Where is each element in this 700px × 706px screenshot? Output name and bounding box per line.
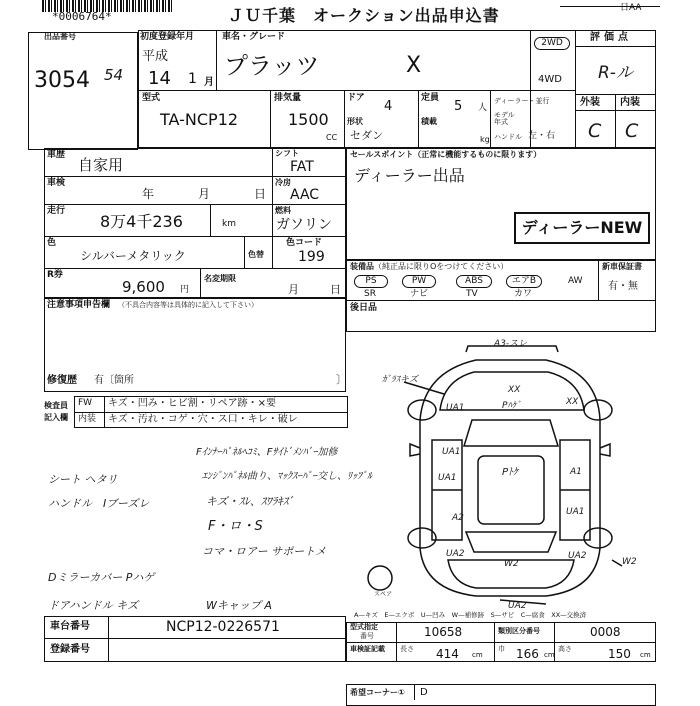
score-ext-label: 外装 (580, 97, 600, 108)
shift-label: シフト (275, 149, 299, 158)
shift-value: FAT (290, 159, 314, 175)
drive-4wd: 4WD (538, 74, 562, 85)
car-name-label: 車名・グレード (222, 32, 286, 42)
note-5: キズ・ｽﾚ、ｽﾜﾗｷｽﾞ (206, 495, 294, 508)
cap-unit: 人 (478, 103, 488, 113)
score-int: C (625, 120, 639, 142)
repair-value: 有〔箇所 (94, 375, 134, 386)
body-value: セダン (350, 129, 384, 142)
body-label: 形状 (347, 117, 363, 126)
color-code-label: 色コード (286, 238, 323, 248)
mark-ua2-a: UA2 (446, 549, 465, 559)
model-value: TA-NCP12 (160, 110, 239, 129)
spare-label: スペア (374, 591, 393, 598)
mark-a1: A1 (570, 467, 582, 477)
name-change-day: 日 (330, 283, 341, 296)
cap-value: 5 (454, 99, 463, 114)
load-unit: kg (480, 135, 490, 144)
inspector-fw: FW (78, 398, 93, 408)
height-unit: cm (640, 651, 651, 659)
model-year-label: モデル 年式 (494, 111, 515, 126)
new-car-value: 有・無 (608, 281, 638, 292)
inspector-label-2: 記入欄 (44, 413, 68, 422)
mileage-label: 走行 (47, 206, 66, 216)
equipment-note: （純正品に限りOをつけてください） (374, 262, 509, 271)
car-grade: X (406, 53, 422, 78)
mark-w2-a: W2 (504, 559, 519, 569)
mark-paint: Pﾊｹﾞ (502, 401, 521, 411)
sales-point-text: ディーラー出品 (354, 166, 465, 185)
load-label: 積載 (421, 117, 437, 126)
recycle-label: R券 (47, 270, 63, 280)
dealer-label: ディーラー・並行 (494, 97, 550, 105)
length-unit: cm (472, 651, 483, 659)
chassis-label: 車台番号 (50, 621, 90, 632)
width-value: 166 (516, 647, 539, 661)
equip-aw: AW (568, 276, 583, 286)
mark-ua2-b: UA2 (568, 551, 587, 561)
chassis-value: NCP12-0226571 (166, 619, 280, 635)
caution-label: 注意事項申告欄 (47, 300, 111, 310)
repair-label: 修復歴 (47, 375, 77, 386)
score-value: R-ル (598, 63, 633, 83)
reg-month-unit: 月 (204, 77, 214, 88)
new-car-label: 新車保証書 (602, 262, 642, 271)
note-10: Wキャップ A (206, 599, 272, 612)
mark-ua1-a: UA1 (446, 403, 465, 413)
corner-value: D (420, 687, 428, 698)
mark-xx-1: XX (508, 385, 521, 395)
name-change-month: 月 (288, 283, 299, 296)
lot-hand-mark: 54 (104, 66, 124, 84)
width-unit: cm (544, 651, 555, 659)
disp-value: 1500 (288, 110, 329, 129)
length-value: 414 (436, 647, 459, 661)
inspector-int: 内装 (78, 414, 97, 424)
color-change-label: 色替 (248, 250, 264, 259)
score-int-label: 内装 (620, 97, 640, 108)
type-spec-sub: 番号 (360, 632, 374, 640)
corner-label: 希望コーナー① (350, 688, 405, 697)
inspector-int-items: キズ・汚れ・コゲ・穴・ス口・キレ・破レ (108, 414, 298, 425)
mileage-value: 8万4千236 (100, 212, 183, 231)
mark-a2: A2 (452, 513, 464, 523)
length-label: 長さ (400, 645, 414, 653)
handle-label: ハンドル (494, 133, 522, 141)
caution-note: （不具合内容等は具体的に記入して下さい） (118, 301, 258, 309)
rear-label: 後日品 (350, 303, 378, 313)
reg-year: 14 (148, 68, 171, 89)
doors-label: ドア (347, 93, 365, 103)
mark-ua1-b: UA1 (442, 447, 461, 457)
inspection-label: 車検 (47, 178, 66, 188)
mark-ua1-c: UA1 (438, 473, 457, 483)
mark-ua2-c: UA2 (508, 601, 527, 611)
category-label: 類別区分番号 (498, 627, 540, 635)
reg-era: 平成 (142, 49, 169, 64)
lot-label: 出品番号 (44, 32, 76, 41)
handle-options: 左・右 (528, 131, 556, 141)
note-2: ｴﾝｼﾞﾝﾊﾟﾈﾙ曲り、ﾏｯｸｽｰﾊﾟｰ交し、ﾘｯﾌﾟﾙ (202, 471, 372, 482)
sales-point-label: セールスポイント（正常に機能するものに限ります） (350, 150, 542, 159)
color-label: 色 (47, 238, 57, 248)
history-value: 自家用 (78, 156, 124, 174)
equip-airbag: エアB (506, 275, 542, 288)
score-label: 評価点 (590, 32, 632, 43)
dealer-new-stamp-text: ディーラーNEW (521, 218, 643, 237)
mark-glass: ｶﾞﾗｽキズ (382, 375, 418, 385)
note-7: コマ・ロアー サポートメ (202, 545, 327, 558)
mark-top: A3-スレ (494, 339, 528, 349)
equip-pw: PW (402, 275, 436, 288)
header-rule (560, 6, 660, 7)
category-value: 0008 (590, 625, 621, 639)
equip-tv: TV (466, 289, 478, 299)
equip-ps: PS (354, 275, 388, 288)
recycle-value: 9,600 (122, 278, 165, 296)
note-1: Fｲﾝﾅｰﾊﾟﾈﾙﾍｺﾐ、Fｻｲﾄﾞﾒﾝﾊﾞｰ加修 (196, 447, 338, 458)
reg-label: 初度登録年月 (140, 32, 195, 42)
history-label: 車歴 (47, 150, 66, 160)
doors-value: 4 (384, 99, 393, 114)
equip-navi: ナビ (410, 289, 429, 299)
reg-no-label: 登録番号 (50, 644, 90, 655)
car-name: プラッツ (224, 52, 320, 80)
header-code: 日AA (620, 3, 642, 13)
mark-xx-2: XX (566, 397, 579, 407)
type-spec-value: 10658 (424, 625, 463, 639)
lot-number: 3054 (34, 68, 90, 93)
height-label: 高さ (558, 645, 572, 653)
disp-label: 排気量 (274, 93, 302, 103)
width-label: 巾 (498, 645, 505, 653)
ac-value: AAC (290, 187, 320, 203)
mileage-unit: km (222, 219, 236, 229)
color-code: 199 (298, 249, 325, 265)
form-title: ＪＵ千葉 オークション出品申込書 (228, 6, 500, 25)
mark-w2-b: W2 (622, 557, 637, 567)
note-8: Dミラーカバー Pハゲ (48, 571, 155, 584)
inspector-label-1: 検査員 (44, 401, 68, 410)
damage-legend: A—キズ E—エクボ U—凹み W—補修跡 S—サビ C—腐食 XX—交換済 (354, 611, 587, 619)
mark-pte: Pﾄｹ (502, 467, 519, 478)
model-label: 型式 (142, 93, 161, 103)
fuel-value: ガソリン (276, 217, 332, 233)
equipment-title: 装備品 (350, 262, 374, 271)
disp-unit: CC (326, 133, 338, 142)
inspector-fw-items: キズ・凹み・ヒビ割・リペア跡・×要 (108, 398, 276, 409)
equipment-label (350, 263, 508, 271)
barcode-number: *0006764* (52, 10, 112, 23)
inspection-month: 月 (198, 187, 211, 201)
name-change-label: 名変期限 (204, 274, 236, 283)
reg-month: 1 (188, 71, 197, 87)
note-6: F・ロ・S (208, 519, 263, 534)
size-label: 車検証記載 (350, 645, 385, 653)
color-value: シルバーメタリック (80, 249, 186, 263)
inspection-day: 日 (254, 187, 267, 201)
fuel-label: 燃料 (275, 206, 291, 215)
caution-box (44, 298, 346, 392)
height-value: 150 (608, 647, 631, 661)
mark-ua1-d: UA1 (566, 507, 585, 517)
recycle-unit: 円 (180, 285, 190, 295)
cap-label: 定員 (421, 93, 440, 103)
type-spec-label: 型式指定 (350, 623, 378, 631)
drive-2wd: 2WD (534, 37, 570, 50)
score-ext: C (588, 120, 602, 142)
equip-abs: ABS (456, 275, 492, 288)
dealer-new-stamp (514, 212, 650, 244)
note-9: ドアハンドル キズ (48, 599, 139, 612)
inspection-year: 年 (142, 187, 155, 201)
ac-label: 冷房 (275, 178, 291, 187)
note-3: シート ヘタリ (48, 473, 118, 486)
note-4: ハンドル Iブーズレ (48, 497, 150, 510)
equip-leather: カワ (514, 289, 533, 299)
equip-sr: SR (364, 289, 376, 299)
repair-close: 〕 (336, 373, 347, 386)
